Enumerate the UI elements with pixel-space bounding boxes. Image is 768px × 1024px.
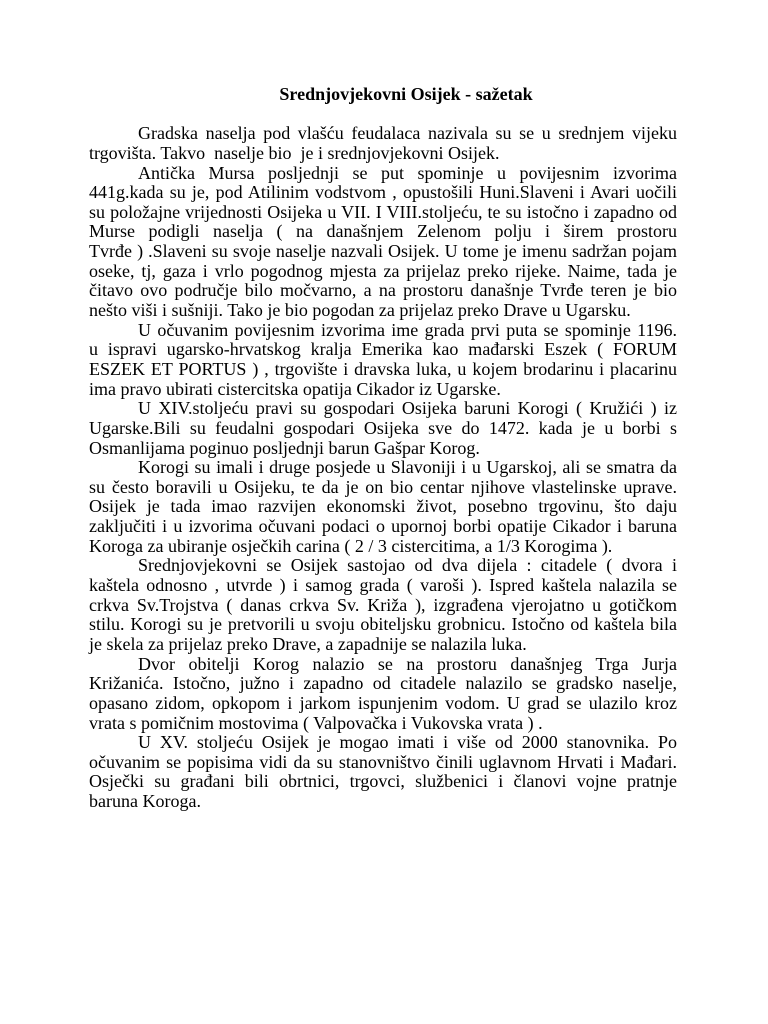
text-line: Osmanlijama poginuo posljednji barun Gašpar Korog. [89,437,480,458]
text-line: su položajne vrijednosti Osijeka u VII. I VIII.stoljeću, te su istočno i zapadno od [89,201,677,222]
paragraph [89,164,677,321]
text-line: 441g.kada su je, pod Atilinim vodstvom , opustošili Huni.Slaveni i Avari uočili [89,182,677,203]
text-line: Koroga za ubiranje osječkih carina ( 2 / 3 cistercitima, a 1/3 Korogima ). [89,535,613,556]
text-line: Korogi su imali i druge posjede u Slavoniji i u Ugarskoj, ali se smatra da [138,457,677,478]
paragraph [89,458,677,556]
text-line: u ispravi ugarsko-hrvatskog kralja Emerika kao mađarski Eszek ( FORUM [89,339,677,360]
text-line: čitavo ovo područje bilo močvarno, a na prostoru današnje Tvrđe teren je bio [89,280,677,301]
text-line: Tvrđe ) .Slaveni su svoje naselje nazvali Osijek. U tome je imenu sadržan pojam [89,241,677,262]
text-line: Antička Mursa posljednji se put spominje u povijesnim izvorima [138,162,677,183]
paragraph [89,399,677,458]
text-line: Osijek je tada imao razvijen ekonomski život, posebno trgovinu, što daju [89,496,677,517]
text-line: Gradska naselja pod vlašću feudalaca nazivala su se u srednjem vijeku [138,123,677,144]
paragraph [89,655,677,734]
text-line: zaključiti i u izvorima očuvani podaci o upornoj borbi opatije Cikador i baruna [89,516,677,537]
paragraph [89,321,677,400]
text-line: U XV. stoljeću Osijek je mogao imati i više od 2000 stanovnika. Po [138,732,677,753]
text-line: U očuvanim povijesnim izvorima ime grada prvi puta se spominje 1196. [138,319,677,340]
text-line: Dvor obitelji Korog nalazio se na prostoru današnjeg Trga Jurja [138,653,677,674]
text-line: nešto viši i sušniji. Tako je bio pogodan za prijelaz preko Drave u Ugarsku. [89,300,631,321]
text-line: Srednjovjekovni se Osijek sastojao od dva dijela : citadele ( dvora i [138,555,677,576]
text-line: Ugarske.Bili su feudalni gospodari Osijeka sve do 1472. kada je u borbi s [89,417,677,438]
text-line: U XIV.stoljeću pravi su gospodari Osijeka baruni Korogi ( Kružići ) iz [138,398,677,419]
text-line: Osječki su građani bili obrtnici, trgovci, službenici i članovi vojne pratnje [89,771,677,792]
text-line: je skela za prijelaz preko Drave, a zapadnije se nalazila luka. [89,633,527,654]
text-line: vrata s pomičnim mostovima ( Valpovačka i Vukovska vrata ) . [89,712,543,733]
text-line: kaštela odnosno , utvrde ) i samog grada ( varoši ). Ispred kaštela nalazila se [89,575,677,596]
text-line: su često boravili u Osijeku, te da je on bio centar njihove vlastelinske uprave. [89,476,677,497]
document-title: Srednjovjekovni Osijek - sažetak [279,84,533,104]
text-line: Križanića. Istočno, južno i zapadno od citadele nalazilo se gradsko naselje, [89,673,677,694]
text-line: opasano zidom, opkopom i jarkom ispunjenim vodom. U grad se ulazilo kroz [89,692,677,713]
paragraph [89,733,677,812]
text-line: trgovišta. Takvo naselje bio je i srednjovjekovni Osijek. [89,142,500,163]
text-line: oseke, tj, gaza i vrlo pogodnog mjesta za prijelaz preko rijeke. Naime, tada je [89,260,677,281]
text-line: ima pravo ubirati cistercitska opatija Cikador iz Ugarske. [89,378,501,399]
text-line: Murse podigli naselja ( na današnjem Zelenom polju i širem prostoru [89,221,677,242]
text-line: baruna Koroga. [89,791,201,812]
paragraph [89,124,677,163]
text-line: crkva Sv.Trojstva ( danas crkva Sv. Križa ), izgrađena vjerojatno u gotičkom [89,594,677,615]
text-line: očuvanim se popisima vidi da su stanovništvo činili uglavnom Hrvati i Mađari. [89,751,677,772]
document-body [89,85,677,812]
text-line: ESZEK ET PORTUS ) , trgovište i dravska luka, u kojem brodarinu i placarinu [89,358,677,379]
paragraph [89,556,677,654]
text-line: stilu. Korogi su je pretvorili u svoju obiteljsku grobnicu. Istočno od kaštela bila [89,614,677,635]
